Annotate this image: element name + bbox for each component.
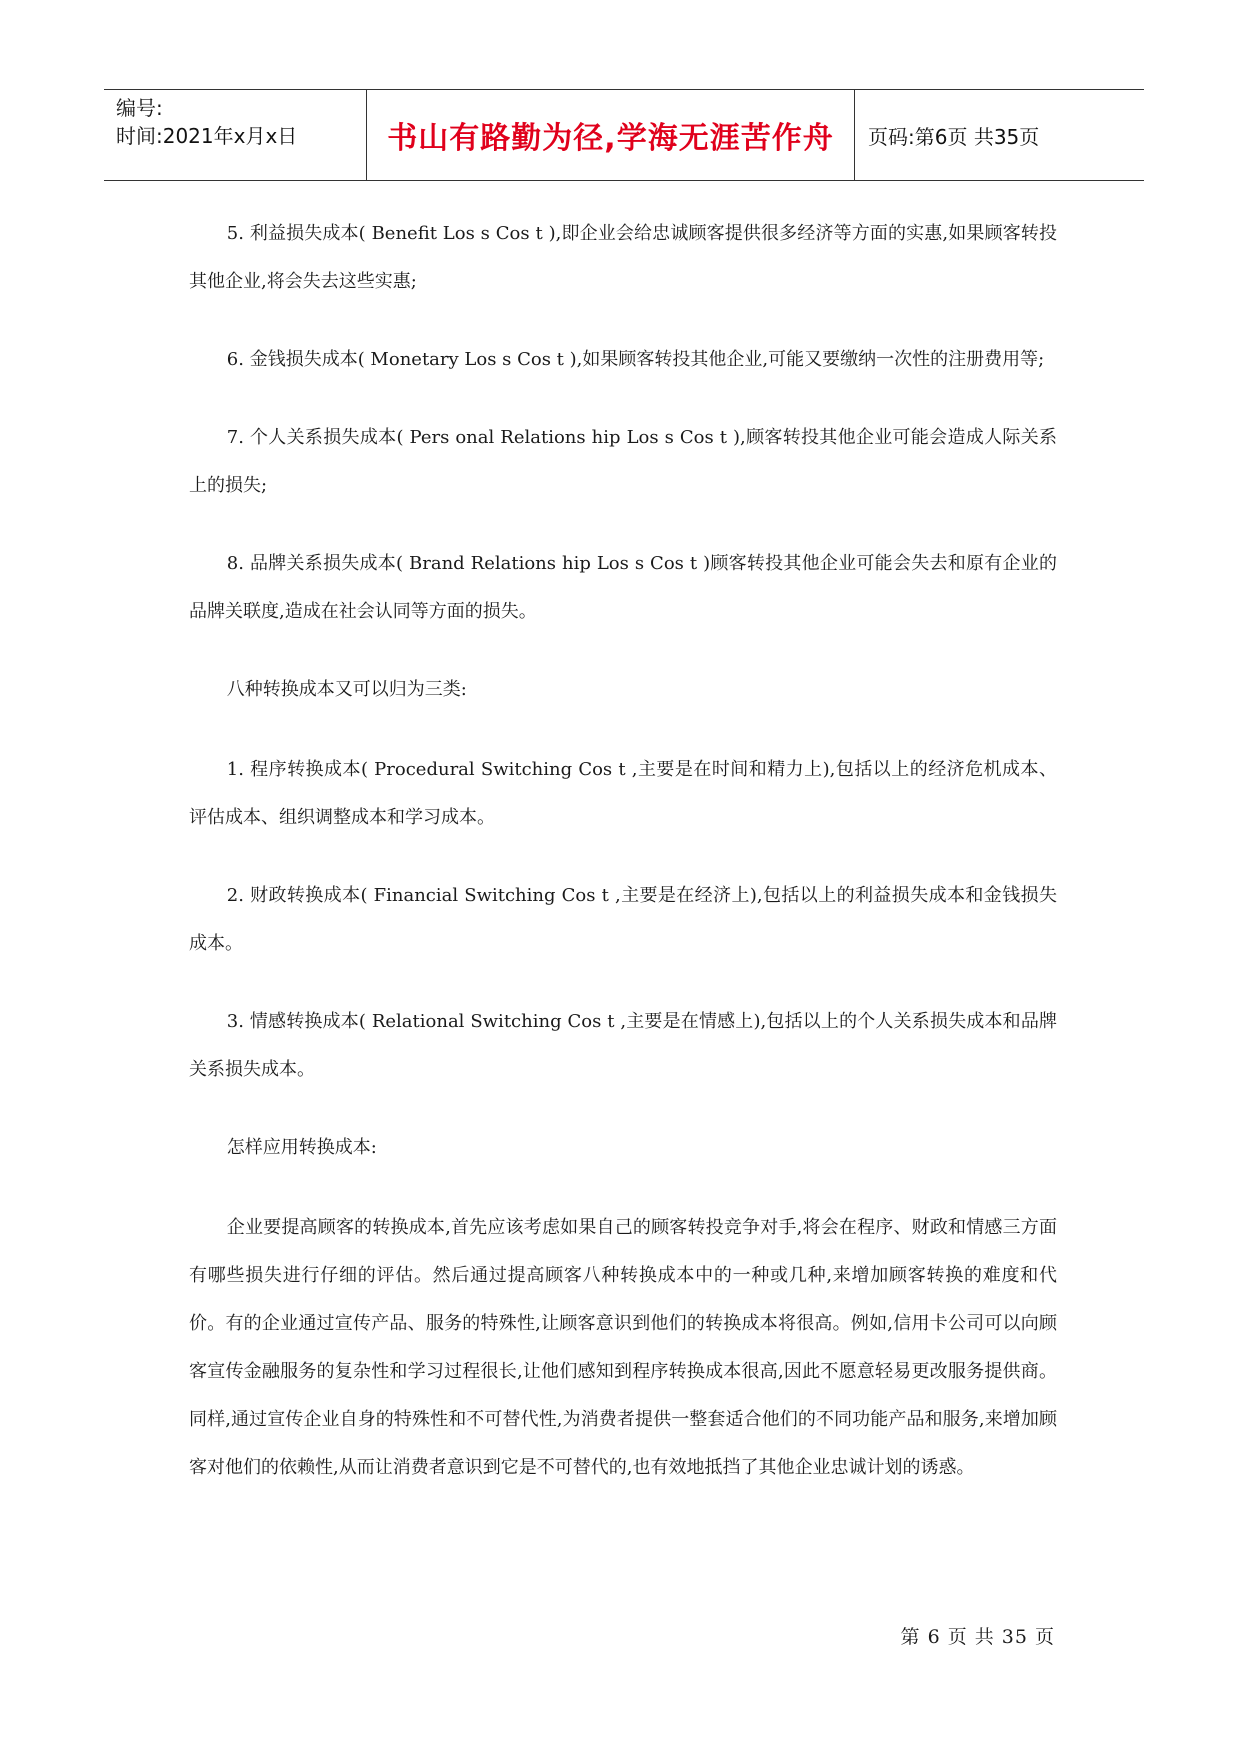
header-page-number: 页码:第6页 共35页 <box>868 124 1040 149</box>
section-heading-apply-switching-cost: 怎样应用转换成本: <box>226 1137 377 1158</box>
paragraph-monetary-loss-cost: 6. 金钱损失成本( Monetary Los s Cos t ),如果顾客转投其他企业,可能又要缴纳一次性的注册费用等; <box>226 349 1045 370</box>
paragraph-brand-relationship-loss-cost: 8. 品牌关系损失成本( Brand Relations hip Los s Cos t )顾客转投其他企业可能会失去和原有企业的品牌关联度,造成在社会认同等方面的损失。 <box>189 553 1057 622</box>
document-number-label: 编号: <box>116 96 163 120</box>
header-meta <box>104 90 367 180</box>
paragraph-three-categories-intro: 八种转换成本又可以归为三类: <box>226 679 467 700</box>
paragraph-benefit-loss-cost: 5. 利益损失成本( Benefit Los s Cos t ),即企业会给忠诚顾客提供很多经济等方面的实惠,如果顾客转投其他企业,将会失去这些实惠; <box>189 223 1057 292</box>
document-date: 时间:2021年x月x日 <box>116 124 298 148</box>
paragraph-procedural-switching-cost: 1. 程序转换成本( Procedural Switching Cos t ,主要是在时间和精力上),包括以上的经济危机成本、评估成本、组织调整成本和学习成本。 <box>189 759 1057 828</box>
paragraph-relational-switching-cost: 3. 情感转换成本( Relational Switching Cos t ,主要是在情感上),包括以上的个人关系损失成本和品牌关系损失成本。 <box>189 1011 1057 1080</box>
document-body <box>189 210 1057 1522</box>
page-footer: 第 6 页 共 35 页 <box>900 1626 1055 1648</box>
page-header <box>104 89 1144 181</box>
paragraph-personal-relationship-loss-cost: 7. 个人关系损失成本( Pers onal Relations hip Los s Cos t ),顾客转投其他企业可能会造成人际关系上的损失; <box>189 427 1057 496</box>
header-motto: 书山有路勤为径,学海无涯苦作舟 <box>367 90 855 180</box>
paragraph-apply-switching-cost: 企业要提高顾客的转换成本,首先应该考虑如果自己的顾客转投竞争对手,将会在程序、财政和情感三方面有哪些损失进行仔细的评估。然后通过提高顾客八种转换成本中的一种或几种,来增加顾客转换的难度和代价。有的企业通过宣传产品、服务的特殊性,让顾客意识到他们的转换成本将很高。例如,信用卡公司可以向顾客宣传金融服务的复杂性和学习过程很长,让他们感知到程序转换成本很高,因此不愿意轻易更改服务提供商。同样,通过宣传企业自身的特殊性和不可替代性,为消费者提供一整套适合他们的不同功能产品和服务,来增加顾客对他们的依赖性,从而让消费者意识到它是不可替代的,也有效地抵挡了其他企业忠诚计划的诱惑。 <box>189 1217 1057 1478</box>
paragraph-financial-switching-cost: 2. 财政转换成本( Financial Switching Cos t ,主要是在经济上),包括以上的利益损失成本和金钱损失成本。 <box>189 885 1057 954</box>
